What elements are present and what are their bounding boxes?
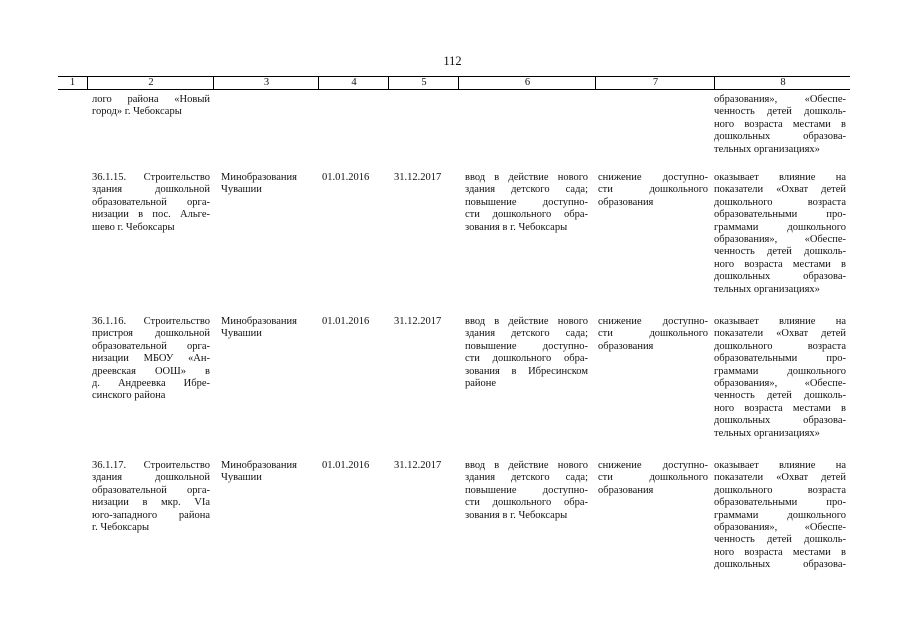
text-line: ного возраста местами в <box>714 402 846 414</box>
text-line: показатели «Охват детей <box>714 328 846 340</box>
text-line: синского района <box>92 390 166 402</box>
header-col-1: 1 <box>69 77 76 88</box>
measure-name-cell <box>92 316 210 403</box>
text-line: сти дошкольного обра- <box>465 497 588 509</box>
text-line: образования», «Обеспе- <box>714 522 846 534</box>
executor-cell <box>221 316 316 341</box>
header-col-6: 6 <box>458 77 596 89</box>
text-line: образования <box>598 340 654 352</box>
text-line: низации МБОУ «Ан- <box>92 353 210 365</box>
text-line: образования», «Обеспе- <box>714 234 846 246</box>
text-line: дреевская ООШ» в <box>92 365 210 377</box>
table-header <box>58 76 850 90</box>
effect-cell <box>714 316 846 440</box>
text-line: 36.1.17. Строительство <box>92 460 210 471</box>
text-line: ввод в действие нового <box>465 316 588 327</box>
text-line: д. Андреевка Ибре- <box>92 378 210 390</box>
header-col-5: 5 <box>388 77 459 89</box>
result-cell <box>465 316 588 390</box>
text-line: Чувашии <box>221 184 262 196</box>
text-line: сти дошкольного <box>598 184 708 196</box>
text-line: ченность детей дошколь- <box>714 534 846 546</box>
text-line: низации в мкр. VIa <box>92 497 210 509</box>
text-line: зования в г. Чебоксары <box>465 509 568 521</box>
text-line: дошкольных образова- <box>714 415 846 427</box>
measure-name-cell <box>92 460 210 534</box>
text-line: ченность детей дошколь- <box>714 390 846 402</box>
text-line: низации в пос. Альге- <box>92 209 210 221</box>
text-line: здания детского сада; <box>465 184 588 196</box>
text-line: Чувашии <box>221 472 262 484</box>
text-line: Минобразования <box>221 460 297 471</box>
text-line: пристроя дошкольной <box>92 328 210 340</box>
text-line: граммами дошкольного <box>714 365 846 377</box>
text-line: образования», «Обеспе- <box>714 94 846 105</box>
risk-cell <box>598 172 708 209</box>
header-col-7: 7 <box>595 77 715 89</box>
text-line: образования <box>598 196 654 208</box>
text-line: граммами дошкольного <box>714 509 846 521</box>
result-cell <box>465 172 588 234</box>
risk-cell <box>598 316 708 353</box>
header-col-2: 2 <box>87 77 214 89</box>
text-line: дошкольных образова- <box>714 559 846 571</box>
text-line: оказывает влияние на <box>714 460 846 471</box>
text-line: оказывает влияние на <box>714 172 846 183</box>
text-line: здания детского сада; <box>465 328 588 340</box>
text-line: образования», «Обеспе- <box>714 378 846 390</box>
text-line: тельных организациях» <box>714 427 820 439</box>
text-line: лого района «Новый <box>92 94 210 105</box>
header-col-4: 4 <box>318 77 389 89</box>
text-line: оказывает влияние на <box>714 316 846 327</box>
text-line: повышение доступно- <box>465 340 588 352</box>
text-line: шево г. Чебоксары <box>92 221 175 233</box>
text-line: дошкольного возраста <box>714 484 846 496</box>
header-col-8: 8 <box>714 77 851 89</box>
text-line: образовательными про- <box>714 209 846 221</box>
start-date-cell: 01.01.2016 <box>322 172 370 183</box>
text-line: Минобразования <box>221 316 297 327</box>
text-line: город» г. Чебоксары <box>92 106 182 118</box>
executor-cell <box>221 460 316 485</box>
text-line: снижение доступно- <box>598 172 708 183</box>
text-line: повышение доступно- <box>465 484 588 496</box>
text-line: образовательной орга- <box>92 196 210 208</box>
text-line: дошкольного возраста <box>714 340 846 352</box>
text-line: сти дошкольного <box>598 328 708 340</box>
text-line: зования в Ибресинском <box>465 365 588 377</box>
text-line: дошкольного возраста <box>714 196 846 208</box>
text-line: дошкольных образова- <box>714 131 846 143</box>
text-line: ного возраста местами в <box>714 258 846 270</box>
end-date-cell: 31.12.2017 <box>394 316 442 327</box>
text-line: юго-западного района <box>92 509 210 521</box>
start-date-cell: 01.01.2016 <box>322 460 370 471</box>
text-line: образовательной орга- <box>92 340 210 352</box>
result-cell <box>465 460 588 522</box>
effect-cell <box>714 460 846 572</box>
executor-cell <box>221 172 316 197</box>
text-line: зования в г. Чебоксары <box>465 221 568 233</box>
text-line: Минобразования <box>221 172 297 183</box>
text-line: дошкольных образова- <box>714 271 846 283</box>
text-line: повышение доступно- <box>465 196 588 208</box>
page-number: 112 <box>443 54 462 68</box>
text-line: ввод в действие нового <box>465 172 588 183</box>
text-line: ного возраста местами в <box>714 546 846 558</box>
text-line: Чувашии <box>221 328 262 340</box>
end-date-cell: 31.12.2017 <box>394 460 442 471</box>
text-line: образования <box>598 484 654 496</box>
text-line: образовательными про- <box>714 353 846 365</box>
start-date-cell: 01.01.2016 <box>322 316 370 327</box>
text-line: районе <box>465 378 497 390</box>
text-line: образовательной орга- <box>92 484 210 496</box>
text-line: здания детского сада; <box>465 472 588 484</box>
text-line: образовательными про- <box>714 497 846 509</box>
text-line: ченность детей дошколь- <box>714 106 846 118</box>
text-line: сти дошкольного <box>598 472 708 484</box>
text-line: граммами дошкольного <box>714 221 846 233</box>
text-line: 36.1.16. Строительство <box>92 316 210 327</box>
measure-name-cell <box>92 172 210 234</box>
text-line: г. Чебоксары <box>92 522 150 534</box>
text-line: ного возраста местами в <box>714 118 846 130</box>
text-line: тельных организациях» <box>714 283 820 295</box>
effect-cell <box>714 94 846 156</box>
header-col-3: 3 <box>213 77 319 89</box>
risk-cell <box>598 460 708 497</box>
effect-cell <box>714 172 846 296</box>
measure-name-cell <box>92 94 210 119</box>
text-line: здания дошкольной <box>92 184 210 196</box>
text-line: ввод в действие нового <box>465 460 588 471</box>
text-line: снижение доступно- <box>598 460 708 471</box>
text-line: 36.1.15. Строительство <box>92 172 210 183</box>
text-line: здания дошкольной <box>92 472 210 484</box>
text-line: тельных организациях» <box>714 143 820 155</box>
text-line: снижение доступно- <box>598 316 708 327</box>
text-line: сти дошкольного обра- <box>465 209 588 221</box>
end-date-cell: 31.12.2017 <box>394 172 442 183</box>
text-line: ченность детей дошколь- <box>714 246 846 258</box>
text-line: показатели «Охват детей <box>714 472 846 484</box>
text-line: сти дошкольного обра- <box>465 353 588 365</box>
text-line: показатели «Охват детей <box>714 184 846 196</box>
